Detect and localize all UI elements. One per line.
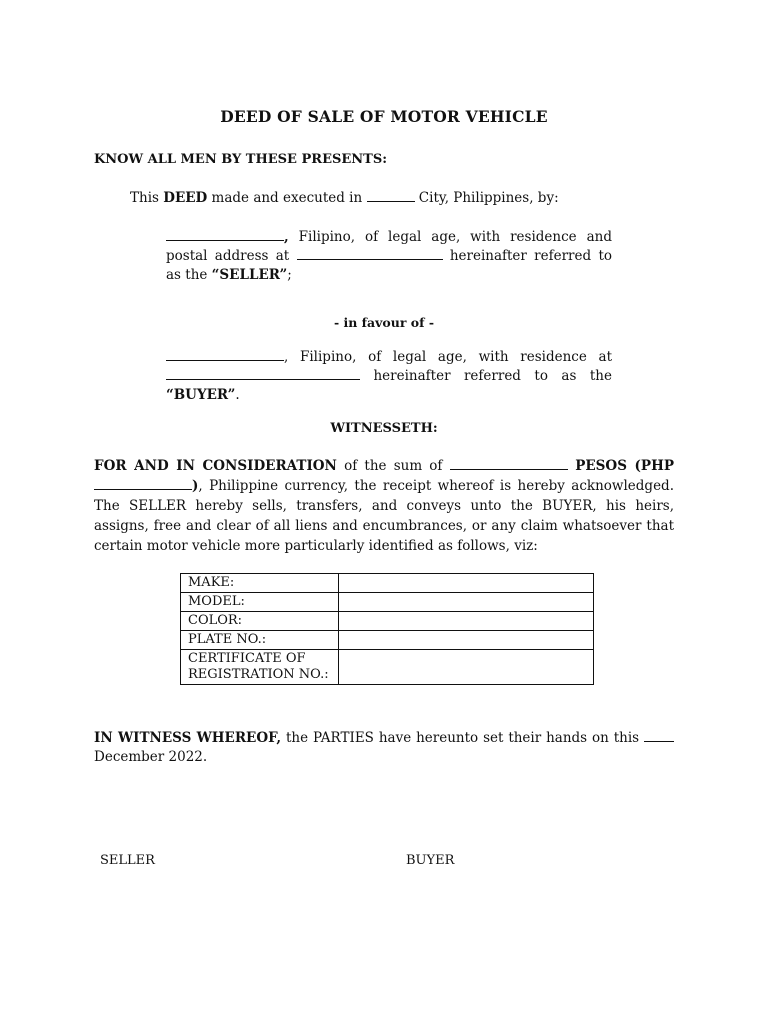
seller-address-blank[interactable]	[297, 247, 443, 260]
day-blank[interactable]	[644, 729, 674, 742]
buyer-text-2: hereinafter referred to as the	[360, 368, 612, 384]
buyer-signature-label: BUYER	[406, 853, 455, 868]
witnesseth-heading: WITNESSETH:	[330, 421, 438, 436]
intro-heading: KNOW ALL MEN BY THESE PRESENTS:	[94, 152, 388, 167]
seller-signature-label: SELLER	[100, 853, 155, 868]
buyer-paragraph	[166, 348, 612, 405]
consideration-close: )	[192, 478, 199, 494]
in-witness-text: the PARTIES have hereunto set their hands on this	[281, 730, 645, 746]
table-row	[181, 593, 594, 612]
buyer-text-1: , Filipino, of legal age, with residence at	[284, 349, 612, 365]
document-title: DEED OF SALE OF MOTOR VEHICLE	[220, 107, 548, 126]
deed-made-text: made and executed in	[207, 190, 367, 206]
consideration-sum: of the sum of	[336, 458, 450, 474]
consideration-paragraph	[94, 456, 674, 556]
seller-comma: ,	[284, 229, 289, 245]
seller-text-1: Filipino, of legal age, with residence and postal address at	[166, 229, 612, 264]
buyer-address-blank[interactable]	[166, 367, 360, 380]
sum-words-blank[interactable]	[450, 457, 568, 470]
php-amount-blank[interactable]	[94, 477, 192, 490]
vehicle-details-table	[180, 573, 594, 685]
vehicle-make-value[interactable]	[339, 574, 594, 593]
vehicle-plate-label: PLATE NO.:	[181, 631, 339, 650]
table-row	[181, 574, 594, 593]
buyer-role: “BUYER”	[166, 387, 236, 403]
vehicle-plate-value[interactable]	[339, 631, 594, 650]
deed-word: DEED	[163, 190, 208, 206]
vehicle-make-label: MAKE:	[181, 574, 339, 593]
deed-this: This	[130, 190, 164, 206]
vehicle-model-label: MODEL:	[181, 593, 339, 612]
buyer-end: .	[235, 387, 240, 403]
consideration-lead: FOR AND IN CONSIDERATION	[94, 458, 337, 474]
seller-role: “SELLER”	[211, 267, 288, 283]
table-row	[181, 631, 594, 650]
table-row	[181, 650, 594, 685]
vehicle-cr-value[interactable]	[339, 650, 594, 685]
table-row	[181, 612, 594, 631]
seller-paragraph	[166, 228, 612, 285]
vehicle-color-label: COLOR:	[181, 612, 339, 631]
in-witness-paragraph	[94, 729, 674, 767]
seller-name-blank[interactable]	[166, 228, 284, 241]
in-witness-date: December 2022.	[94, 749, 208, 765]
deed-intro-line	[130, 189, 559, 208]
vehicle-model-value[interactable]	[339, 593, 594, 612]
in-favour-of: - in favour of -	[333, 315, 435, 330]
deed-city-text: City, Philippines, by:	[414, 190, 559, 206]
seller-text-2: hereinafter referred to as the	[166, 248, 612, 283]
in-witness-lead: IN WITNESS WHEREOF,	[94, 730, 282, 746]
consideration-pesos: PESOS (PHP	[567, 458, 674, 474]
consideration-rest: , Philippine currency, the receipt whereof is hereby acknowledged. The SELLER hereby sells, transfers, and conveys unto the BUYER, his heirs, assigns, free and clear of all liens and encumbrances, or any claim whatsoever that certain motor vehicle more particularly identified as follows, viz:	[94, 478, 674, 554]
buyer-name-blank[interactable]	[166, 348, 284, 361]
city-blank[interactable]	[367, 189, 415, 202]
seller-end: ;	[287, 267, 292, 283]
vehicle-cr-label: CERTIFICATE OF REGISTRATION NO.:	[181, 650, 339, 685]
vehicle-color-value[interactable]	[339, 612, 594, 631]
